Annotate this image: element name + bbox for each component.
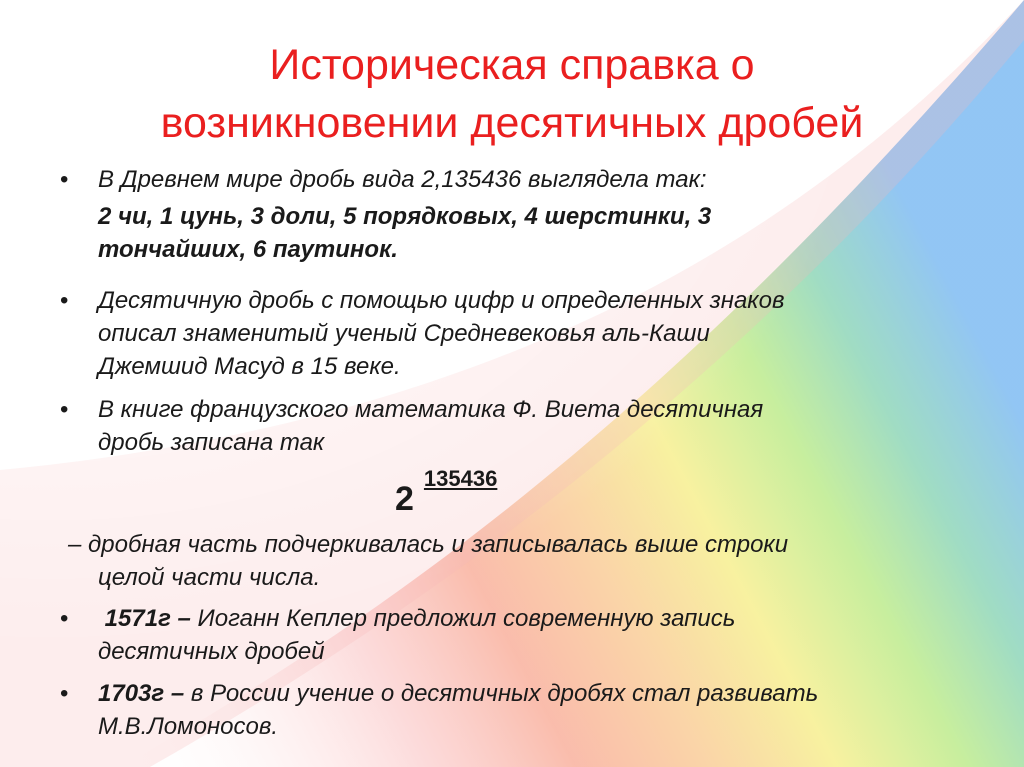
- note-line-1: – дробная часть подчеркивалась и записывалась выше строки: [68, 531, 789, 558]
- bullet-item-al-kashi: [60, 284, 978, 383]
- bullet-icon: •: [60, 680, 69, 707]
- item4-line-1: [98, 602, 978, 635]
- item4-line-1-rest: Иоганн Кеплер предложил современную запись: [190, 605, 736, 632]
- bullet-icon: •: [60, 396, 69, 423]
- item5-year: 1703г –: [98, 680, 185, 707]
- item2-line-3: Джемшид Масуд в 15 веке.: [98, 353, 401, 380]
- fraction-decimal: 135436: [423, 466, 498, 491]
- item3-line-2: дробь записана так: [98, 429, 325, 456]
- bullet-icon: •: [60, 166, 69, 193]
- item5-line-2: М.В.Ломоносов.: [98, 713, 279, 740]
- bullet-item-viete: [60, 393, 978, 459]
- viete-fraction: [395, 466, 498, 518]
- bullet-item-ancient-world: [60, 163, 978, 266]
- bullet-item-lomonosov: [60, 677, 978, 743]
- fraction-note: [68, 528, 978, 594]
- item4-year: 1571г –: [104, 605, 191, 632]
- slide-title: [60, 36, 964, 152]
- item1-text: В Древнем мире дробь вида 2,135436 выглядела так:: [98, 166, 707, 193]
- item1-bold-line-2: тончайших, 6 паутинок.: [98, 236, 398, 263]
- bullet-item-kepler: [60, 602, 978, 668]
- note-line-2: целой части числа.: [98, 564, 321, 591]
- item2-line-2: описал знаменитый ученый Средневековья аль-Каши: [98, 320, 710, 347]
- bullet-icon: •: [60, 605, 69, 632]
- item5-line-1-rest: в России учение о десятичных дробях стал развивать: [184, 680, 819, 707]
- item2-line-1: Десятичную дробь с помощью цифр и определенных знаков: [98, 287, 785, 314]
- title-line-2: возникновении десятичных дробей: [160, 99, 864, 147]
- item4-line-2: десятичных дробей: [98, 638, 325, 665]
- title-line-1: Историческая справка о: [269, 41, 755, 89]
- item1-bold-line-1: 2 чи, 1 цунь, 3 доли, 5 порядковых, 4 шерстинки, 3: [98, 203, 712, 230]
- item3-line-1: В книге французского математика Ф. Виета десятичная: [98, 396, 764, 423]
- bullet-icon: •: [60, 287, 69, 314]
- item5-line-1: [98, 677, 978, 710]
- fraction-integer: 2: [395, 480, 414, 518]
